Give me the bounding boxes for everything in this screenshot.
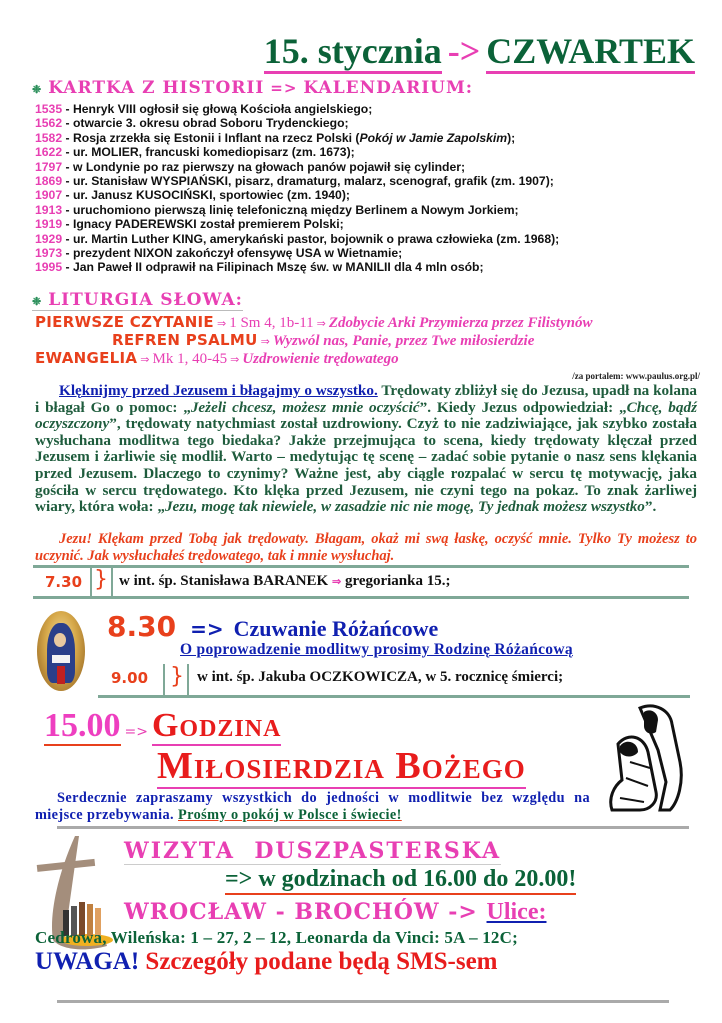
mercy-time: 15.00 [44,707,121,744]
arrow-icon: ⇒ [230,354,240,366]
history-text: - ur. Stanisław WYSPIAŃSKI, pisarz, dramaturg, malarz, scenograf, grafik (zm. 1907); [62,174,554,189]
mercy-title-2 [157,744,526,788]
text: ”. Kiedy Jezus odpowiedział: „ [419,398,627,416]
rosary-title: Czuwanie Różańcowe [233,616,439,641]
arrow: => [190,617,224,641]
place: WROCŁAW - BROCHÓW -> [124,899,487,925]
source-suffix: / [697,371,700,381]
history-text: - Rosja zrzekła się Estonii i Inflant na rzecz Polski ( [62,130,360,145]
quote: Chcę, bądź oczyszczony [35,398,697,433]
visit-streets: Cedrowa, Wileńska: 1 – 27, 2 – 12, Leonarda da Vinci: 5A – 12C; [35,928,518,947]
divider [163,664,165,696]
history-year: 1907 [35,188,63,203]
history-year: 1913 [35,202,63,217]
divider [33,596,689,599]
visit-hours: => w godzinach od 16.00 do 20.00! [225,866,576,895]
mercy-title: Godzina [151,707,282,744]
history-text: - otwarcie 3. okresu obrad Soboru Trydenckiego; [62,116,349,131]
arrow-icon: ⇒ [140,354,150,366]
history-year: 1562 [35,116,63,131]
source-link[interactable]: www.paulus.org.pl [625,371,698,381]
mass-time: 7.30 [45,573,83,591]
warning-label: UWAGA! [35,948,140,975]
reading-ref: 1 Sm 4, 1b-11 [229,315,314,331]
streets-label: Ulice: [486,899,547,925]
divider [90,568,92,596]
history-year: 1973 [35,246,63,261]
mass-intention [119,573,451,590]
history-text: - Ignacy PADEREWSKI został premierem Polski; [62,217,344,232]
reading-desc: Wyzwól nas, Panie, przez Twe miłosierdzie [272,333,535,349]
arrow: => [124,724,148,740]
text: Trędowaty zbliżył się do Jezusa, upadł na kolana i błagał Go o pomoc: „ [35,382,697,416]
reading-ref: Mk 1, 40-45 [152,351,228,367]
history-year: 1797 [35,159,63,174]
reading-desc: Uzdrowienie trędowatego [242,351,399,367]
divider [57,826,689,829]
madonna-image [37,611,85,691]
history-arrow: => [270,79,298,97]
history-year: 1995 [35,260,63,275]
reflection-lead: Klęknijmy przed Jezusem i błagajmy o wszystko. [59,382,378,399]
history-item [35,246,559,260]
mercy-text [35,790,590,824]
mercy-title: Miłosierdzia Bożego [157,745,526,787]
history-text: - w Londynie po raz pierwszy na głowach panów pojawił się cylinder; [62,159,466,174]
history-list [35,102,559,275]
history-item [35,145,559,159]
source-prefix: /za portalem: [572,371,626,381]
brace-icon: } [94,567,108,592]
history-text: - Henryk VIII ogłosił się głową Kościoła angielskiego; [62,102,373,116]
divider [57,1000,669,1003]
history-item [35,160,559,174]
liturgy-title: LITURGIA SŁOWA: [48,290,243,310]
history-item [35,217,559,231]
highlight: Prośmy o pokój w Polsce i świecie! [178,807,402,823]
divider [111,568,113,596]
history-item [35,102,559,116]
reading-desc: Zdobycie Arki Przymierza przez Filistynów [328,315,593,331]
bullet-icon: ❉ [32,295,43,308]
rosary-note: O poprowadzenie modlitwy prosimy Rodzinę Różańcową [180,641,573,658]
history-item [35,174,559,188]
history-text: - ur. Martin Luther KING, amerykański pastor, bojownik o prawa człowieka (zm. 1968); [62,231,560,246]
arrow-icon: ⇒ [331,576,342,588]
arrow-icon: ⇒ [216,318,227,330]
arrow-icon: ⇒ [260,336,270,348]
text: ”, trędowaty natychmiast został uzdrowiony. Czyż to nie zadziwiające, jak szybko została wysłuchana modlitwa tego biedaka? Jakże przejmująca to scena, kiedy trędowaty klęczał przed Jezusem i żarliwie się modlił. Warto – medytując tę scenę – zadać sobie pytanie o nasz sens klękania przed Jezusem. Dlaczego to czynimy? Ważne jest, aby ciągle rozpalać w sercu tę motywację, jaka gościła w sercu trędowatego. Kto klęka przed Jezusem, nie czyni tego na pokaz. To znak żarliwej wiary, która woła: „ [35,415,697,516]
history-text: - ur. Janusz KUSOCIŃSKI, sportowiec (zm. 1940); [62,188,350,203]
visit-place [124,899,546,926]
history-italic: Pokój w Jamie Zapolskim [359,130,508,145]
quote: Jezu, mogę tak niewiele, w zasadzie nic nie mogę, Ty jednak możesz wszystko [164,498,645,516]
page-title [170,30,695,72]
history-year: 1929 [35,231,63,246]
history-item [35,260,559,274]
history-year: 1869 [35,174,63,189]
history-year: 1582 [35,130,63,145]
warning-text: Szczegóły podane będą SMS-sem [139,948,498,975]
mass-intention: w int. śp. Jakuba OCZKOWICZA, w 5. rocznicę śmierci; [197,669,564,685]
reading-label: PIERWSZE CZYTANIE [35,313,214,331]
text: Serdecznie zapraszamy wszystkich do jedności w modlitwie bez względu na miejsce przebywania. [35,790,590,823]
history-text: ); [507,130,516,145]
mercy-illustration [600,702,690,814]
intention-extra: gregorianka 15.; [344,573,451,589]
reading-label: REFREN PSALMU [112,331,258,349]
history-text: - uruchomiono pierwszą linię telefoniczną między Berlinem a Nowym Jorkiem; [62,202,519,217]
reading-label: EWANGELIA [35,349,138,367]
reflection-text [35,383,697,516]
history-item [35,131,559,145]
arrow-icon: ⇒ [316,318,326,330]
brace-icon: } [170,664,184,689]
rosary-heading [107,610,438,643]
reading-first [35,313,592,332]
mass-time: 9.00 [111,669,149,687]
mercy-heading [44,707,281,745]
rosary-time: 8.30 [107,610,177,643]
title-date: 15. stycznia [264,31,442,74]
divider [33,565,689,568]
liturgy-heading [32,290,243,311]
history-heading [32,78,473,98]
bullet-icon: ❉ [32,83,43,96]
history-item [35,232,559,246]
history-item [35,203,559,217]
history-year: 1622 [35,145,63,160]
history-subtitle: KALENDARIUM: [303,78,474,98]
title-arrow: -> [447,31,481,71]
source-note [572,371,700,381]
history-text: - Jan Paweł II odprawił na Filipinach Mszę św. w MANILII dla 4 mln osób; [62,260,484,275]
text: ”. [644,498,657,516]
history-year: 1919 [35,217,63,232]
history-item [35,116,559,130]
divider [98,695,690,698]
reading-psalm [112,331,534,350]
history-text: - ur. MOLIER, francuski komediopisarz (zm. 1673); [62,145,355,160]
prayer-text [35,531,697,565]
history-year: 1535 [35,102,63,116]
reading-gospel [35,349,399,368]
quote: Jeżeli chcesz, możesz mnie oczyścić [190,398,420,416]
history-item [35,188,559,202]
history-text: - prezydent NIXON zakończył ofensywę USA w Wietnamie; [62,246,403,261]
divider [187,664,189,696]
title-day: CZWARTEK [486,31,695,74]
prayer: Jezu! Klękam przed Tobą jak trędowaty. Błagam, okaż mi swą łaskę, oczyść mnie. Tylko Ty możesz to uczynić. Jak wysłuchałeś trędowatego, tak i mnie wysłuchaj. [35,531,697,564]
visit-title: WIZYTA DUSZPASTERSKA [124,838,502,864]
visit-warning [35,948,498,976]
history-title: KARTKA Z HISTORII [48,78,265,98]
intention: w int. śp. Stanisława BARANEK [119,573,329,589]
